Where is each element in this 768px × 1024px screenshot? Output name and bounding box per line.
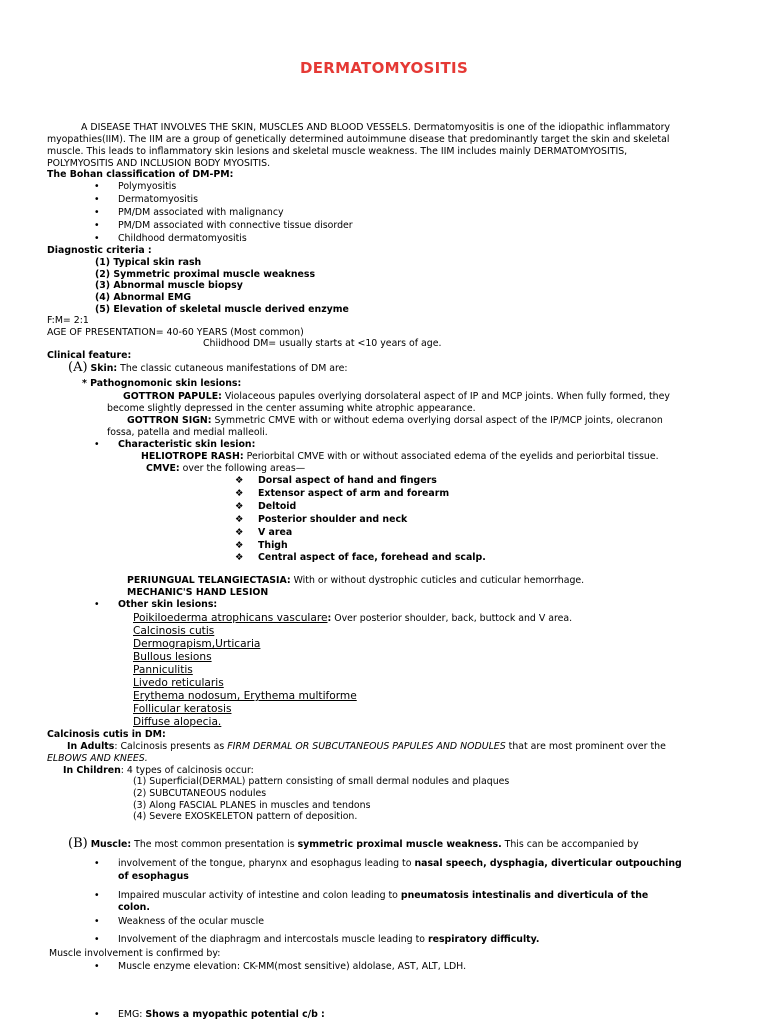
gottron-sign (127, 415, 663, 427)
bullet: • (94, 858, 100, 869)
cmve-area: Extensor aspect of arm and forearm (258, 488, 450, 499)
adults-text: : Calcinosis presents as (114, 741, 228, 752)
document-title: DERMATOMYOSITIS (299, 59, 469, 77)
muscle-item-3: Weakness of the ocular muscle (118, 916, 265, 927)
children-text: : 4 types of calcinosis occur: (120, 765, 254, 776)
periungual-label: PERIUNGUAL TELANGIECTASIA: (127, 575, 291, 586)
intro-line-3: muscle. This leads to inflammatory skin lesions and skeletal muscle weakness. The IIM includes mainly DERMATOMYOSITIS, (47, 146, 628, 157)
adults-italic-cont: ELBOWS AND KNEES. (47, 753, 148, 764)
section-marker-b: (B) (68, 836, 88, 851)
diagnostic-item: (4) Abnormal EMG (95, 292, 192, 303)
calcinosis-type: (4) Severe EXOSKELETON pattern of deposition. (133, 811, 358, 822)
muscle-item-text: Impaired muscular activity of intestine and colon leading to (118, 890, 401, 901)
other-skin-item: Livedo reticularis (133, 677, 224, 689)
gottron-sign-text: Symmetric CMVE with or without edema overlying dorsal aspect of the IP/MCP joints, olecranon (211, 415, 663, 426)
bohan-bullet: • (94, 181, 100, 192)
cmve-line (146, 463, 305, 475)
muscle-text: The most common presentation is (131, 839, 298, 850)
diamond-icon: ❖ (235, 527, 244, 538)
heliotrope-label: HELIOTROPE RASH: (141, 451, 244, 462)
bohan-item: Polymyositis (118, 181, 177, 192)
children-label: In Children (63, 765, 121, 776)
muscle-item-bold: pneumatosis intestinalis and diverticula of the (400, 890, 649, 901)
muscle-item-bold: nasal speech, dysphagia, diverticular outpouching (414, 858, 682, 869)
muscle-enzyme: Muscle enzyme elevation: CK-MM(most sensitive) aldolase, AST, ALT, LDH. (118, 961, 467, 972)
gottron-sign-label: GOTTRON SIGN: (127, 415, 212, 426)
bohan-item: Dermatomyositis (118, 194, 199, 205)
bullet: • (94, 1009, 100, 1020)
intro-line-1: A DISEASE THAT INVOLVES THE SKIN, MUSCLES AND BLOOD VESSELS. Dermatomyositis is one of the idiopathic inflammatory (81, 122, 671, 133)
gottron-papule-text: Violaceous papules overlying dorsolateral aspect of IP and MCP joints. When fully formed, they (221, 391, 670, 402)
heliotrope-text: Periorbital CMVE with or without associated edema of the eyelids and periorbital tissue. (243, 451, 659, 462)
clinical-heading: Clinical feature: (47, 350, 132, 361)
periungual-text: With or without dystrophic cuticles and cuticular hemorrhage. (290, 575, 585, 586)
mechanic-hand: MECHANIC'S HAND LESION (127, 587, 269, 598)
muscle-item-1-cont: of esophagus (118, 871, 189, 882)
other-skin-item: Bullous lesions (133, 651, 212, 663)
poikiloderma-line (133, 612, 572, 625)
gottron-papule-cont: become slightly depressed in the center assuming white atrophic appearance. (107, 403, 476, 414)
muscle-confirmed: Muscle involvement is confirmed by: (49, 948, 221, 959)
adults-italic: FIRM DERMAL OR SUBCUTANEOUS PAPULES AND NODULES (227, 741, 506, 752)
diamond-icon: ❖ (235, 488, 244, 499)
diagnostic-heading: Diagnostic criteria : (47, 245, 152, 256)
muscle-item-1 (118, 858, 682, 870)
poikiloderma-label: Poikiloederma atrophicans vasculare (133, 612, 328, 624)
other-skin-item: Panniculitis (133, 664, 193, 676)
muscle-label: Muscle: (90, 839, 132, 850)
bullet: • (94, 439, 100, 450)
muscle-item-text: involvement of the tongue, pharynx and esophagus leading to (118, 858, 415, 869)
skin-text: The classic cutaneous manifestations of DM are: (117, 363, 348, 374)
sex-ratio: F:M= 2:1 (47, 315, 89, 326)
diamond-icon: ❖ (235, 514, 244, 525)
skin-label: Skin: (90, 363, 118, 374)
bohan-bullet: • (94, 194, 100, 205)
diagnostic-item: (5) Elevation of skeletal muscle derived enzyme (95, 304, 349, 315)
cmve-label: CMVE: (146, 463, 180, 474)
muscle-item-text: Involvement of the diaphragm and intercostals muscle leading to (118, 934, 428, 945)
diamond-icon: ❖ (235, 540, 244, 551)
calcinosis-heading: Calcinosis cutis in DM: (47, 729, 166, 740)
cmve-area: Deltoid (258, 501, 297, 512)
bullet: • (94, 961, 100, 972)
bohan-bullet: • (94, 220, 100, 231)
cmve-text: over the following areas— (179, 463, 306, 474)
intro-line-4: POLYMYOSITIS AND INCLUSION BODY MYOSITIS. (47, 158, 271, 169)
pathognomonic-heading: * Pathognomonic skin lesions: (82, 378, 242, 389)
poikiloderma-colon: : (327, 613, 332, 624)
childhood-onset: Chiidhood DM= usually starts at <10 years of age. (203, 338, 442, 349)
emg-label: EMG: (118, 1009, 146, 1020)
diagnostic-item: (2) Symmetric proximal muscle weakness (95, 269, 316, 280)
bohan-item: Childhood dermatomyositis (118, 233, 247, 244)
diagnostic-item: (1) Typical skin rash (95, 257, 202, 268)
bohan-bullet: • (94, 207, 100, 218)
muscle-item-bold: respiratory difficulty. (427, 934, 540, 945)
diamond-icon: ❖ (235, 475, 244, 486)
bohan-heading: The Bohan classification of DM-PM: (47, 169, 234, 180)
diagnostic-item: (3) Abnormal muscle biopsy (95, 280, 243, 291)
muscle-item-2 (118, 890, 648, 902)
intro-line-2: myopathies(IIM). The IIM are a group of genetically determined autoimmune disease that predominantly target the skin and skeletal (47, 134, 670, 145)
other-skin-item: Dermograpism,Urticaria (133, 638, 261, 650)
other-skin-item: Erythema nodosum, Erythema multiforme (133, 690, 357, 702)
characteristic-heading: Characteristic skin lesion: (118, 439, 256, 450)
other-skin-item: Follicular keratosis (133, 703, 232, 715)
bullet: • (94, 934, 100, 945)
bohan-item: PM/DM associated with connective tissue disorder (118, 220, 353, 231)
emg-line (118, 1009, 325, 1021)
calcinosis-type: (2) SUBCUTANEOUS nodules (133, 788, 267, 799)
diamond-icon: ❖ (235, 552, 244, 563)
diamond-icon: ❖ (235, 501, 244, 512)
muscle-item-2-cont: colon. (118, 902, 150, 913)
periungual (127, 575, 584, 587)
section-marker-a: (A) (68, 360, 88, 375)
gottron-papule-label: GOTTRON PAPULE: (123, 391, 222, 402)
poikiloderma-text: Over posterior shoulder, back, buttock and V area. (331, 613, 573, 624)
calcinosis-type: (3) Along FASCIAL PLANES in muscles and tendons (133, 800, 371, 811)
cmve-area: Central aspect of face, forehead and scalp. (258, 552, 486, 563)
bullet: • (94, 890, 100, 901)
adults-text-2: that are most prominent over the (505, 741, 666, 752)
other-skin-heading: Other skin lesions: (118, 599, 218, 610)
other-skin-item: Diffuse alopecia. (133, 716, 222, 728)
cmve-area: Posterior shoulder and neck (258, 514, 408, 525)
muscle-bold: symmetric proximal muscle weakness. (297, 839, 502, 850)
calcinosis-adults (67, 741, 666, 753)
cmve-area: Thigh (258, 540, 288, 551)
bullet: • (94, 599, 100, 610)
age-of-presentation: AGE OF PRESENTATION= 40-60 YEARS (Most common) (47, 327, 304, 338)
cmve-area: Dorsal aspect of hand and fingers (258, 475, 437, 486)
muscle-item-4 (118, 934, 539, 946)
calcinosis-type: (1) Superficial(DERMAL) pattern consisting of small dermal nodules and plaques (133, 776, 510, 787)
gottron-sign-cont: fossa, patella and medial malleoli. (107, 427, 268, 438)
adults-label: In Adults (67, 741, 115, 752)
skin-line (68, 362, 348, 375)
muscle-line (68, 838, 639, 851)
gottron-papule (123, 391, 670, 403)
heliotrope-rash (141, 451, 659, 463)
bullet: • (94, 916, 100, 927)
bohan-item: PM/DM associated with malignancy (118, 207, 284, 218)
muscle-text-2: This can be accompanied by (501, 839, 639, 850)
other-skin-item: Calcinosis cutis (133, 625, 215, 637)
cmve-area: V area (258, 527, 293, 538)
bohan-bullet: • (94, 233, 100, 244)
emg-bold: Shows a myopathic potential c/b : (145, 1009, 325, 1020)
